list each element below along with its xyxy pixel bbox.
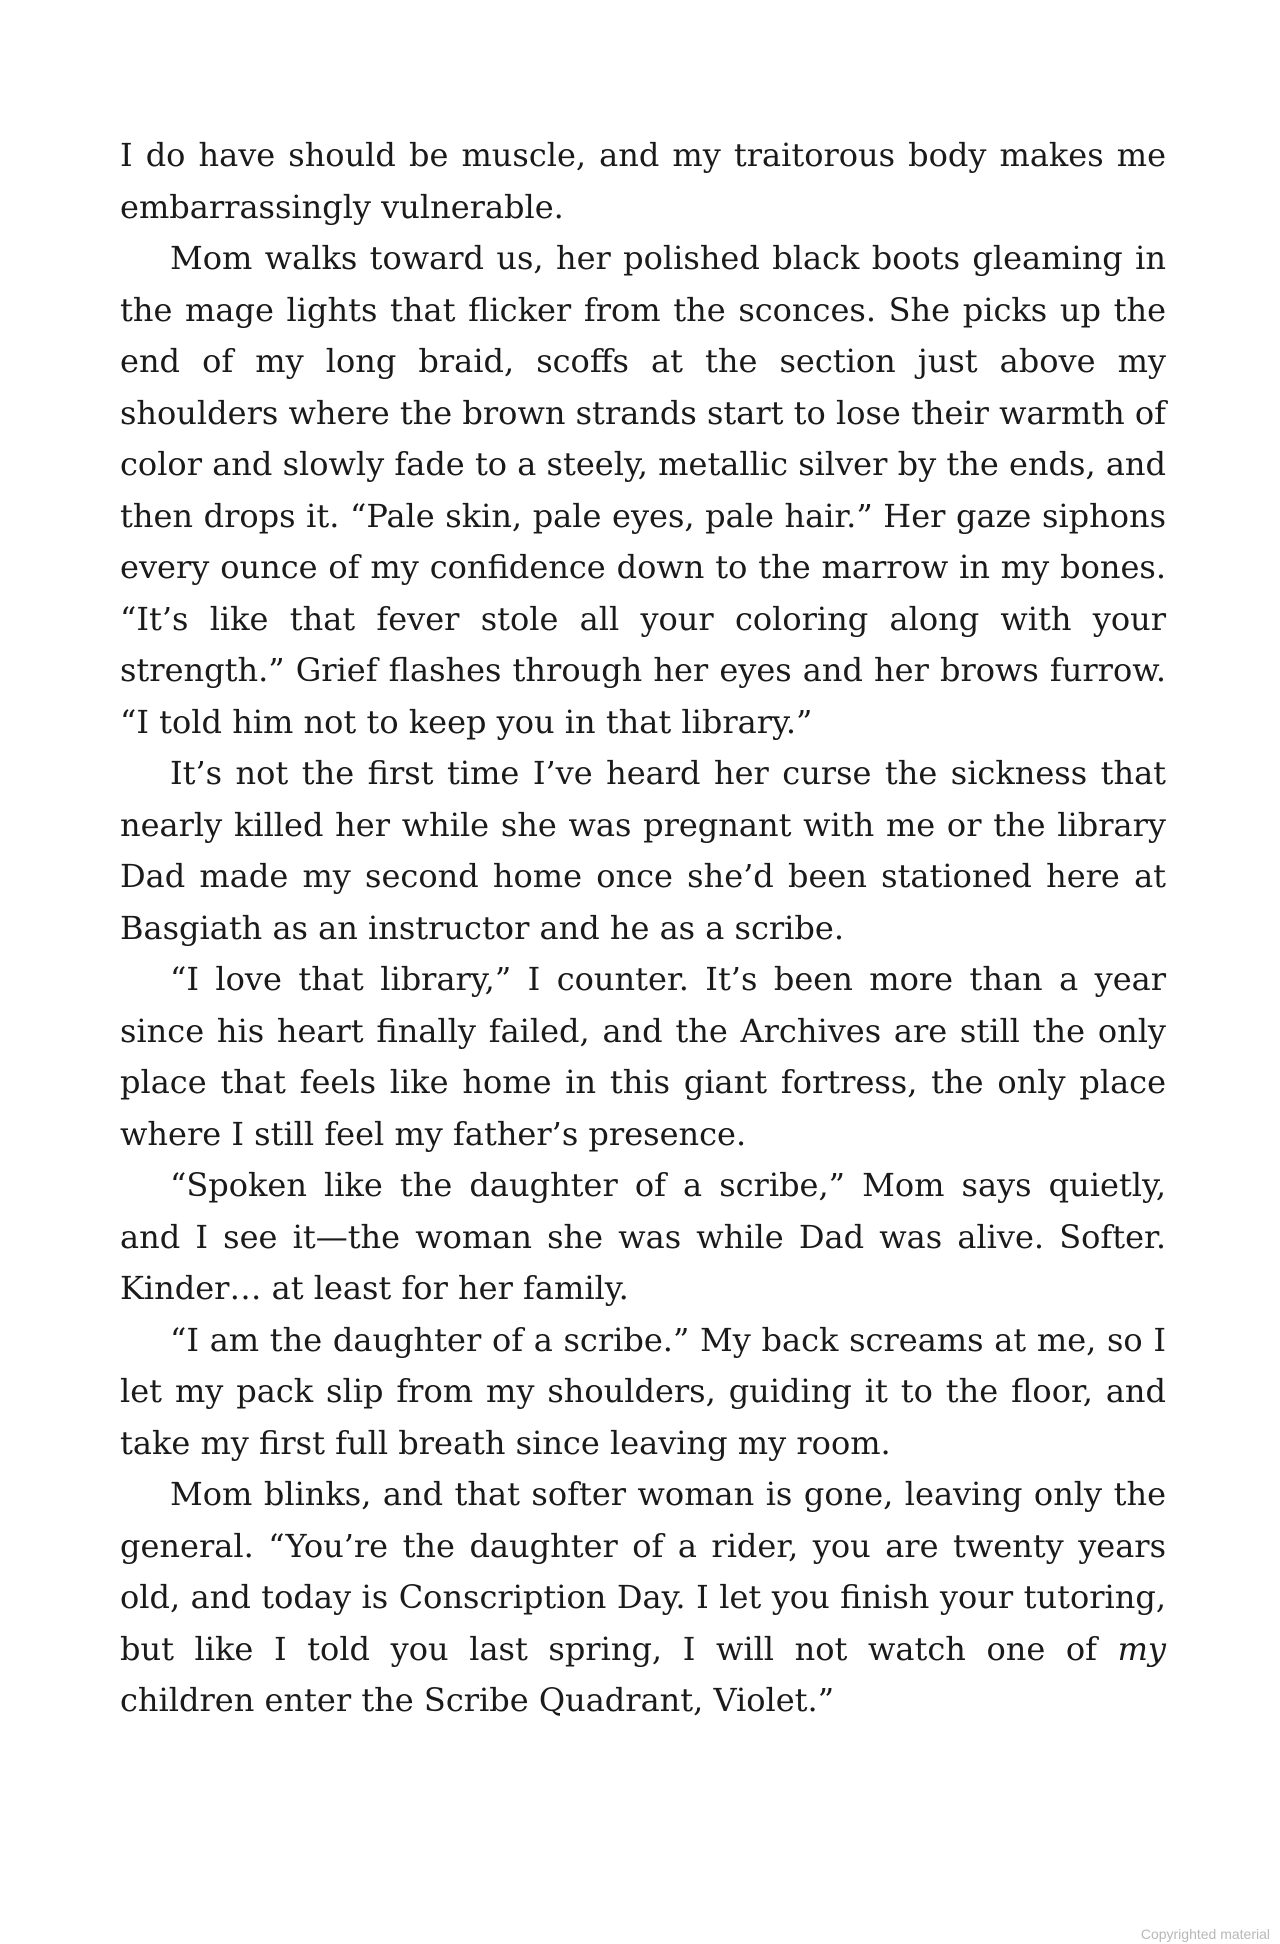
paragraph-text: “I love that library,” I counter. It’s been more than a year since his heart finally failed, and the Archives are still the only place that feels like home in this giant fortress, the only place where I still feel my father’s presence. xyxy=(120,960,1166,1153)
paragraph-text: “Spoken like the daughter of a scribe,” Mom says quietly, and I see it—the woman she was while Dad was alive. Softer. Kinder… at least for her family. xyxy=(120,1166,1166,1307)
paragraph xyxy=(120,1469,1166,1727)
paragraph-text: Mom blinks, and that softer woman is gone, leaving only the general. “You’re the daughter of a rider, you are twenty years old, and today is Conscription Day. I let you finish your tutoring, but like I told you last spring, I will not watch one of xyxy=(120,1475,1166,1668)
book-page-text xyxy=(120,130,1166,1727)
paragraph xyxy=(120,1315,1166,1470)
paragraph-text: It’s not the first time I’ve heard her curse the sickness that nearly killed her while she was pregnant with me or the library Dad made my second home once she’d been stationed here at Basgiath as an instructor and he as a scribe. xyxy=(120,754,1166,947)
paragraph xyxy=(120,233,1166,748)
copyright-watermark: Copyrighted material xyxy=(1140,1926,1270,1942)
paragraph-text: children enter the Scribe Quadrant, Violet.” xyxy=(120,1681,835,1719)
paragraph-text: I do have should be muscle, and my traitorous body makes me embarrassingly vulnerable. xyxy=(120,136,1166,226)
paragraph xyxy=(120,130,1166,233)
paragraph xyxy=(120,748,1166,954)
paragraph xyxy=(120,1160,1166,1315)
paragraph-text: “I am the daughter of a scribe.” My back screams at me, so I let my pack slip from my shoulders, guiding it to the floor, and take my first full breath since leaving my room. xyxy=(120,1320,1166,1462)
paragraph xyxy=(120,954,1166,1160)
paragraph-text: Mom walks toward us, her polished black boots gleaming in the mage lights that flicker from the sconces. She picks up the end of my long braid, scoffs at the section just above my shoulders where the brown strands start to lose their warmth of color and slowly fade to a steely, metallic silver by the ends, and then drops it. “Pale skin, pale eyes, pale hair.” Her gaze siphons every ounce of my confidence down to the marrow in my bones. “It’s like that fever stole all your coloring along with your strength.” Grief flashes through her eyes and her brows furrow. “I told him not to keep you in that library.” xyxy=(120,239,1166,741)
emphasis-text: my xyxy=(1117,1629,1166,1668)
